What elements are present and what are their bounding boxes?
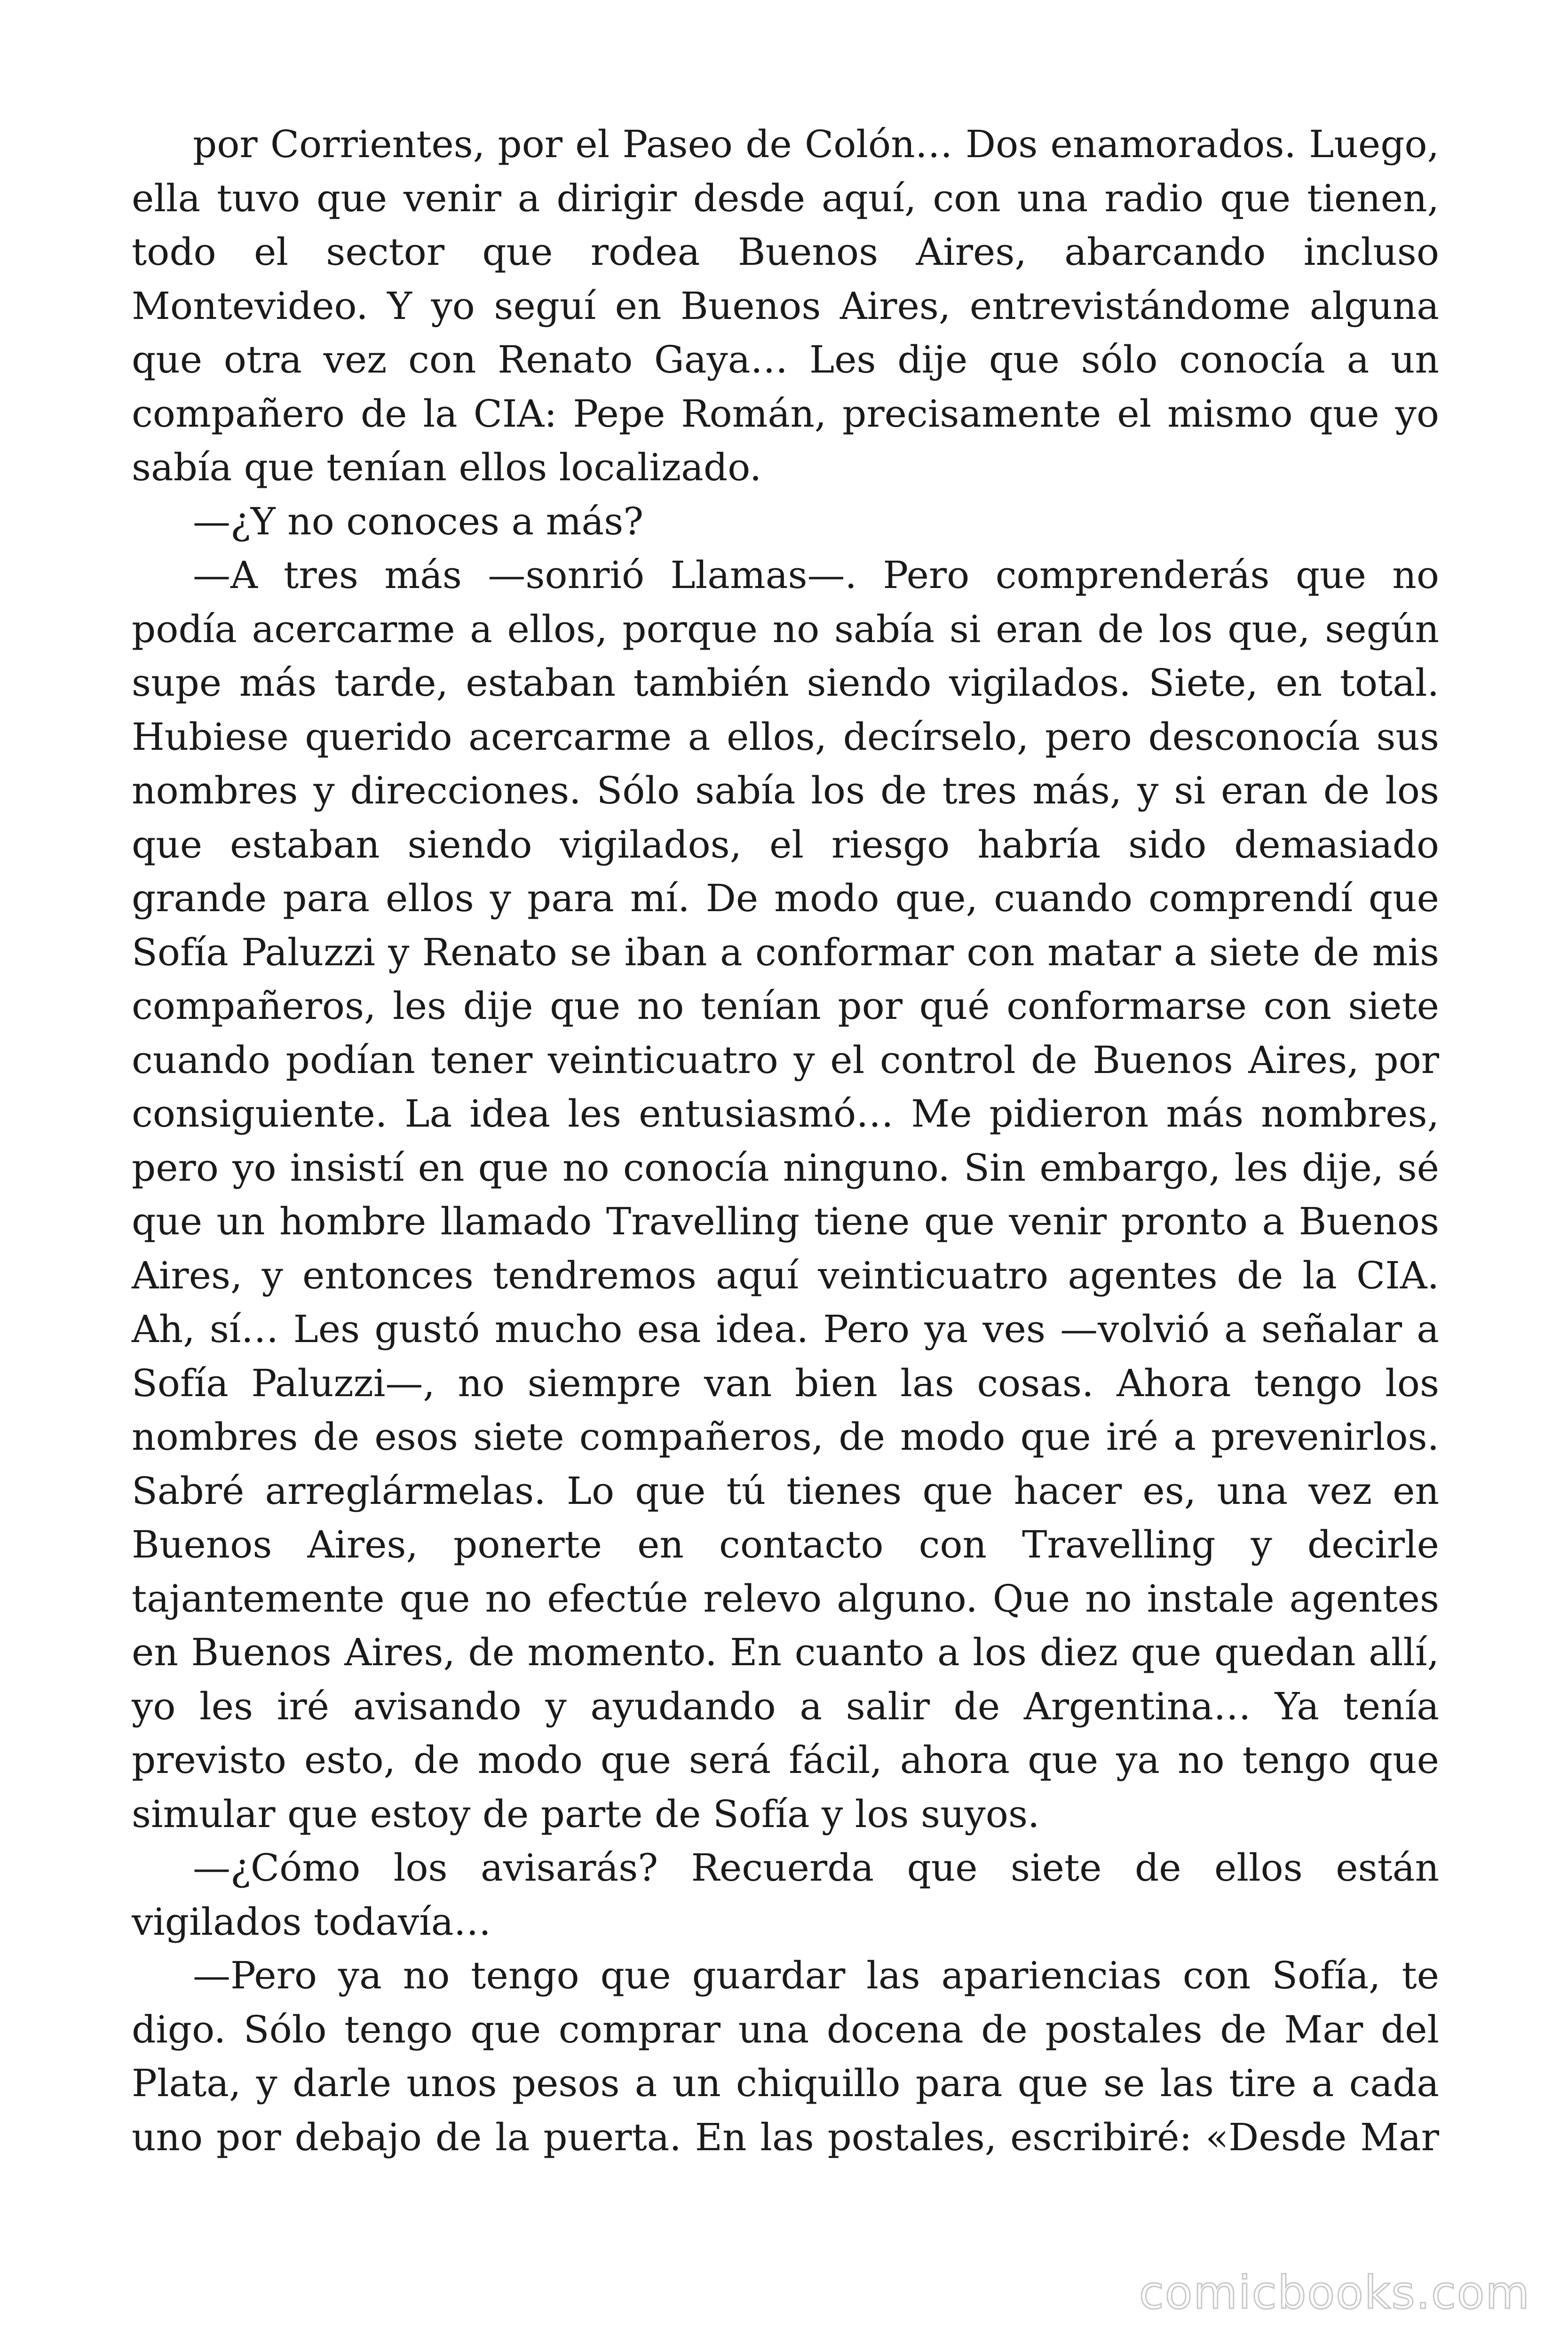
paragraph-1: por Corrientes, por el Paseo de Colón… Dos enamorados. Luego, ella tuvo que venir a dirigir desde aquí, con una radio que tienen, todo el sector que rodea Buenos Aires, abarcando incluso Montevideo. Y yo seguí en Buenos Aires, entrevistándome alguna que otra vez con Renato Gaya… Les dije que sólo conocía a un compañero de la CIA: Pepe Román, precisamente el mismo que yo sabía que tenían ellos localizado. [132,122,1439,489]
paragraph-5: —Pero ya no tengo que guardar las apariencias con Sofía, te digo. Sólo tengo que comprar una docena de postales de Mar del Plata, y darle unos pesos a un chiquillo para que se las tire a cada uno por debajo de la puerta. En las postales, escribiré: «Desde Mar [132,1954,1439,2159]
paragraph-2: —¿Y no conoces a más? [193,499,644,543]
body-text [132,118,1439,2164]
paragraph-3: —A tres más —sonrió Llamas—. Pero comprenderás que no podía acercarme a ellos, porque no sabía si eran de los que, según supe más tarde, estaban también siendo vigilados. Siete, en total. Hubiese querido acercarme a ellos, decírselo, pero desconocía sus nombres y direcciones. Sólo sabía los de tres más, y si eran de los que estaban siendo vigilados, el riesgo habría sido demasiado grande para ellos y para mí. De modo que, cuando comprendí que Sofía Paluzzi y Renato se iban a conformar con matar a siete de mis compañeros, les dije que no tenían por qué conformarse con siete cuando podían tener veinticuatro y el control de Buenos Aires, por consiguiente. La idea les entusiasmó… Me pidieron más nombres, pero yo insistí en que no conocía ninguno. Sin embargo, les dije, sé que un hombre llamado Travelling tiene que venir pronto a Buenos Aires, y entonces tendremos aquí veinticuatro agentes de la CIA. Ah, sí… Les gustó mucho esa idea. Pero ya ves —volvió a señalar a Sofía Paluzzi—, no siempre van bien las cosas. Ahora tengo los nombres de esos siete compañeros, de modo que iré a prevenirlos. Sabré arreglármelas. Lo que tú tienes que hacer es, una vez en Buenos Aires, ponerte en contacto con Travelling y decirle tajantemente que no efectúe relevo alguno. Que no instale agentes en Buenos Aires, de momento. En cuanto a los diez que quedan allí, yo les iré avisando y ayudando a salir de Argentina… Ya tenía previsto esto, de modo que será fácil, ahora que ya no tengo que simular que estoy de parte de Sofía y los suyos. [132,553,1439,1836]
paragraph-4: —¿Cómo los avisarás? Recuerda que siete de ellos están vigilados todavía… [132,1846,1439,1944]
watermark: comicbooks.com [1139,2266,1530,2319]
